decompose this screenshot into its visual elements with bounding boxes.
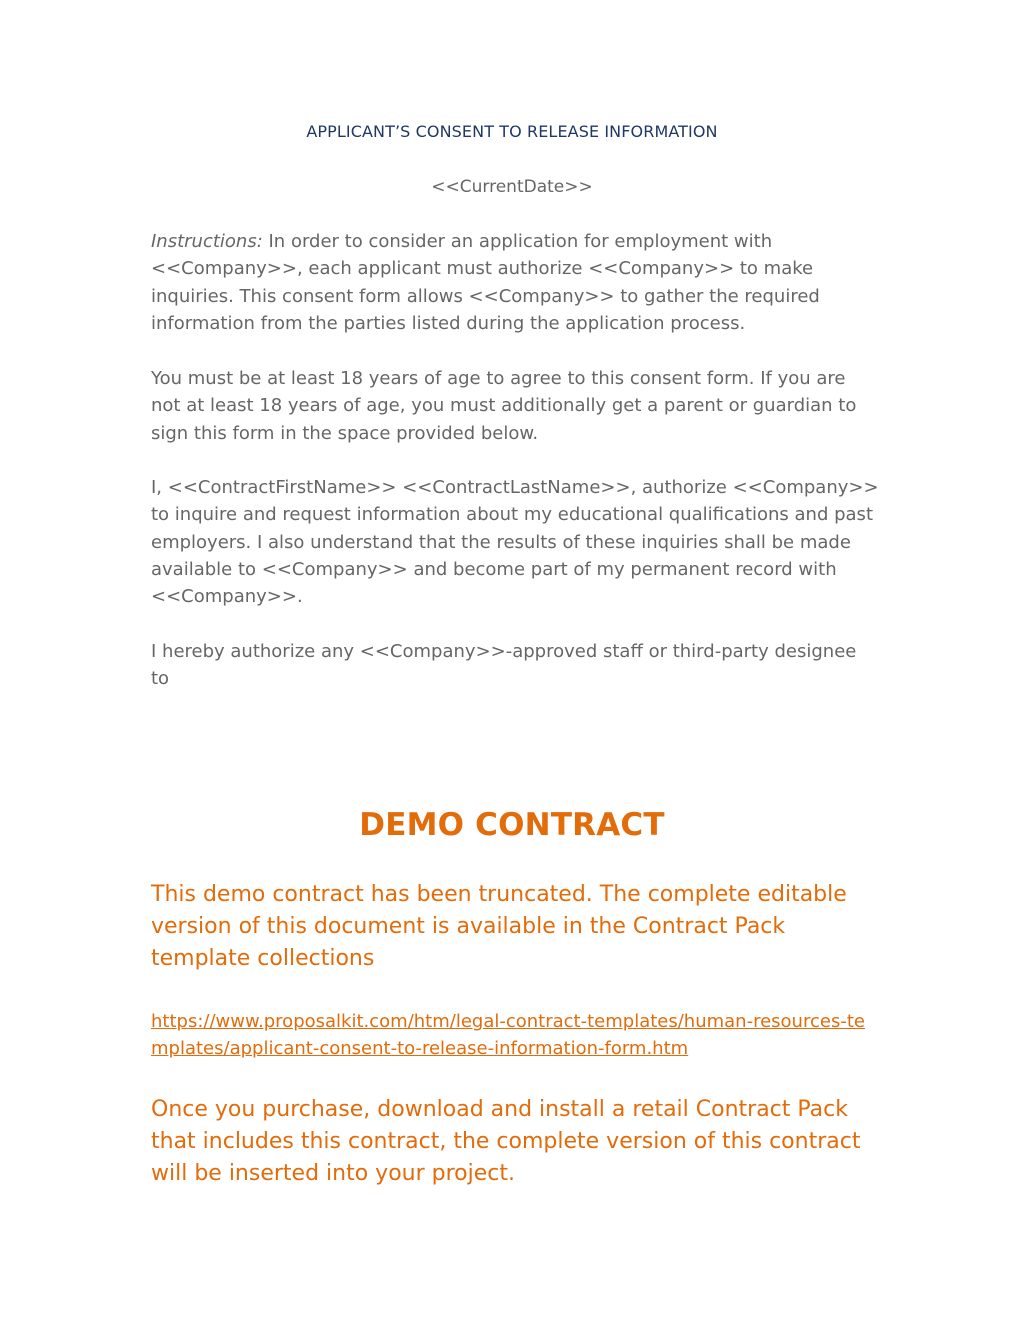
purchase-notice: Once you purchase, download and install a retail Contract Pack that includes this contract, the complete version of this contract will be inserted into your project. [151,1097,861,1186]
authorization-paragraph: I, <<ContractFirstName>> <<ContractLastName>>, authorize <<Company>> to inquire and request information about my educational qualifications and past employers. I also understand that the results of these inquiries shall be made available to <<Company>> and become part of my permanent record with <<Company>>. [151,477,879,608]
contract-pack-link[interactable]: https://www.proposalkit.com/htm/legal-contract-templates/human-resources-templates/applicant-consent-to-release-information-form.htm [151,1011,865,1060]
demo-contract-heading: DEMO CONTRACT [359,807,665,843]
truncated-notice: This demo contract has been truncated. The complete editable version of this document is available in the Contract Pack template collections [151,882,847,971]
instructions-paragraph [151,228,879,337]
current-date-placeholder: <<CurrentDate>> [431,177,593,197]
age-requirement-paragraph: You must be at least 18 years of age to agree to this consent form. If you are not at least 18 years of age, you must additionally get a parent or guardian to sign this form in the space provided below. [151,368,857,444]
document-title: APPLICANT’S CONSENT TO RELEASE INFORMATION [306,122,718,141]
designee-paragraph: I hereby authorize any <<Company>>-approved staff or third-party designee to [151,641,857,690]
instructions-label: Instructions: [151,231,263,252]
instructions-text: In order to consider an application for employment with <<Company>>, each applicant must authorize <<Company>> to make inquiries. This consent form allows <<Company>> to gather the required information from the parties listed during the application process. [151,231,820,334]
